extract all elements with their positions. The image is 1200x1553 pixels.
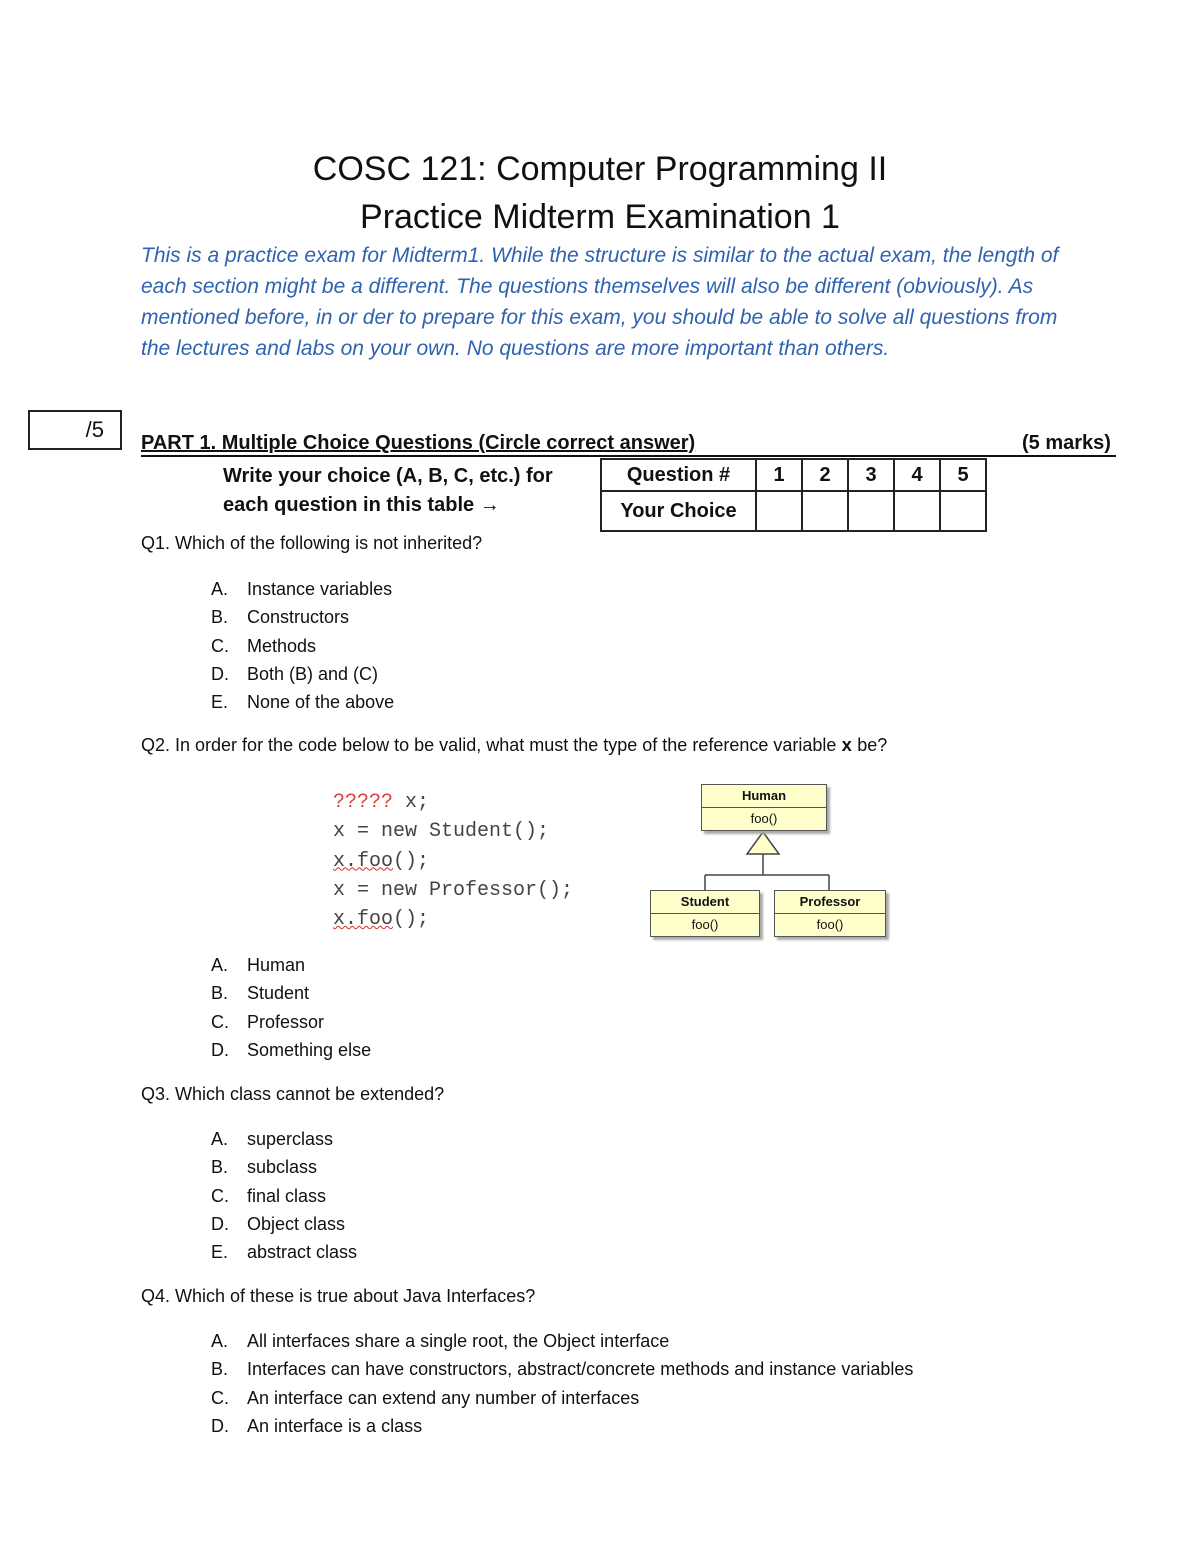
question-number-5: 5	[940, 459, 986, 491]
question-4-text: . Which of these is true about Java Interfaces?	[165, 1286, 536, 1306]
uml-class-professor	[774, 890, 886, 937]
option-text: superclass	[247, 1129, 334, 1149]
code-line-1	[333, 788, 573, 817]
option-text: Professor	[247, 1011, 325, 1032]
choice-cell-2[interactable]	[802, 491, 848, 531]
part1-title: PART 1. Multiple Choice Questions (Circle correct answer)	[141, 432, 696, 454]
option-item[interactable]	[211, 1036, 371, 1064]
code-line-4: x = new Professor();	[333, 878, 574, 902]
score-box: /5	[28, 410, 122, 450]
option-text: Instance variables	[247, 579, 393, 599]
question-number-4: 4	[894, 459, 940, 491]
question-4-options	[211, 1327, 913, 1440]
inheritance-arrow-icon	[747, 832, 779, 854]
code-line-5-call: x.foo	[333, 908, 394, 932]
option-letter: C.	[211, 1387, 229, 1408]
exam-title: Practice Midterm Examination 1	[360, 198, 840, 236]
question-2	[141, 735, 887, 757]
option-text: None of the above	[247, 692, 395, 713]
option-text: Both (B) and (C)	[247, 663, 379, 684]
choice-cell-3[interactable]	[848, 491, 894, 531]
practice-note: This is a practice exam for Midterm1. While the structure is similar to the actual exam, the length of each section might be a different. The questions themselves will also be different (obviously). As mentioned before, in or der to prepare for this exam, you should be able to solve all questions from the lectures and labs on your own. No questions are more important than others.	[141, 244, 1059, 360]
option-letter: D.	[211, 1039, 229, 1060]
code-line-5-rest: ();	[393, 908, 430, 932]
question-2-options	[211, 951, 371, 1064]
option-letter: B.	[211, 1157, 229, 1178]
question-4-number: Q4	[141, 1286, 166, 1306]
uml-class-human	[701, 784, 827, 831]
option-item[interactable]	[211, 1153, 357, 1181]
code-line-2: x = new Student();	[333, 820, 550, 844]
option-item[interactable]	[211, 1327, 913, 1355]
question-number-3: 3	[848, 459, 894, 491]
question-4	[141, 1286, 535, 1307]
option-letter: C.	[211, 635, 229, 656]
part1-underline	[141, 455, 1116, 457]
option-letter: A.	[211, 955, 229, 975]
question-1-number: Q1	[141, 533, 166, 553]
option-letter: A.	[211, 579, 229, 599]
question-3-options	[211, 1125, 357, 1266]
option-item[interactable]	[211, 688, 394, 716]
option-item[interactable]	[211, 1125, 357, 1153]
choice-cell-1[interactable]	[756, 491, 802, 531]
choice-cell-4[interactable]	[894, 491, 940, 531]
option-item[interactable]	[211, 1412, 913, 1440]
option-letter: C.	[211, 1011, 229, 1032]
option-text: Methods	[247, 635, 317, 656]
part1-marks: (5 marks)	[1022, 432, 1111, 454]
code-unknown-type: ?????	[333, 791, 394, 814]
code-line-1-rest: x;	[393, 791, 430, 814]
exam-course-title: COSC 121: Computer Programming II	[312, 150, 888, 188]
option-item[interactable]	[211, 603, 394, 631]
option-text: Interfaces can have constructors, abstract/concrete methods and instance variables	[247, 1359, 914, 1380]
option-letter: E.	[211, 692, 229, 713]
option-item[interactable]	[211, 1210, 357, 1238]
option-item[interactable]	[211, 660, 394, 688]
question-2-number: Q2	[141, 735, 166, 755]
code-line-3-call: x.foo	[333, 849, 394, 873]
option-text: All interfaces share a single root, the Object interface	[247, 1331, 670, 1351]
instruction-line-1: Write your choice (A, B, C, etc.) for	[223, 465, 553, 487]
question-3-number: Q3	[141, 1084, 166, 1104]
your-choice-header: Your Choice	[601, 491, 756, 531]
choice-cell-5[interactable]	[940, 491, 986, 531]
question-1	[141, 533, 482, 554]
option-letter: A.	[211, 1331, 229, 1351]
code-line-3	[333, 847, 573, 876]
option-item[interactable]	[211, 1355, 913, 1383]
option-item[interactable]	[211, 1008, 371, 1036]
question-2-variable: x	[841, 737, 853, 757]
option-letter: D.	[211, 1415, 229, 1436]
option-text: An interface can extend any number of interfaces	[247, 1387, 640, 1408]
option-letter: A.	[211, 1129, 229, 1149]
question-2-text-end: be?	[852, 735, 888, 755]
option-letter: D.	[211, 663, 229, 684]
uml-class-student	[650, 890, 760, 937]
question-number-1: 1	[756, 459, 802, 491]
option-item[interactable]	[211, 575, 394, 603]
option-letter: E.	[211, 1242, 229, 1263]
option-letter: D.	[211, 1213, 229, 1234]
option-text: Object class	[247, 1213, 346, 1234]
option-item[interactable]	[211, 951, 371, 979]
uml-class-name: Student	[651, 891, 759, 914]
option-text: Something else	[247, 1039, 372, 1060]
option-letter: C.	[211, 1185, 229, 1206]
code-line-5	[333, 905, 573, 934]
question-1-options	[211, 575, 394, 716]
uml-class-name: Professor	[775, 891, 885, 914]
option-text: final class	[247, 1185, 327, 1206]
option-item[interactable]	[211, 1238, 357, 1266]
option-text: Constructors	[247, 607, 350, 628]
question-1-text: . Which of the following is not inherited?	[165, 533, 483, 553]
question-number-2: 2	[802, 459, 848, 491]
option-letter: B.	[211, 1359, 229, 1380]
answer-table	[600, 458, 987, 532]
uml-class-method: foo()	[691, 917, 719, 932]
instruction-line-2: each question in this table →	[223, 494, 500, 516]
option-text: subclass	[247, 1157, 318, 1178]
option-text: Human	[247, 955, 306, 975]
code-snippet	[333, 788, 573, 934]
option-letter: B.	[211, 607, 229, 628]
option-item[interactable]	[211, 632, 394, 660]
code-line-3-rest: ();	[393, 849, 430, 873]
option-item[interactable]	[211, 979, 371, 1007]
answer-instruction	[223, 462, 553, 520]
question-number-header: Question #	[601, 459, 756, 491]
option-letter: B.	[211, 983, 229, 1004]
question-2-text: . In order for the code below to be valid, what must the type of the reference variable	[165, 735, 842, 755]
option-text: abstract class	[247, 1242, 358, 1263]
option-item[interactable]	[211, 1182, 357, 1210]
question-3-text: . Which class cannot be extended?	[165, 1084, 445, 1104]
option-text: An interface is a class	[247, 1415, 423, 1436]
uml-class-method: foo()	[816, 917, 844, 932]
uml-class-method: foo()	[750, 811, 778, 826]
option-item[interactable]	[211, 1384, 913, 1412]
option-text: Student	[247, 983, 310, 1004]
question-3	[141, 1084, 444, 1105]
uml-class-name: Human	[702, 785, 826, 808]
